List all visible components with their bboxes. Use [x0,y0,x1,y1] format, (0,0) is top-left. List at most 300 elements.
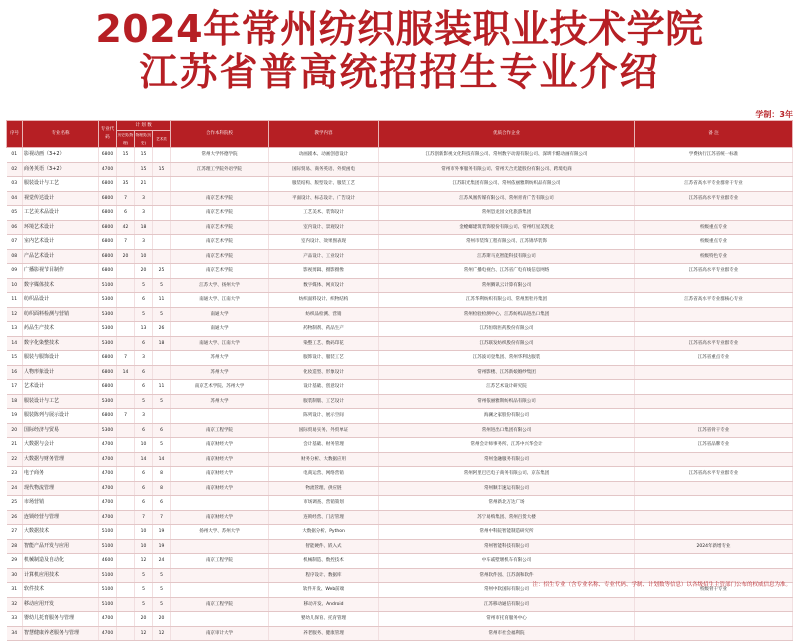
core-courses-cell: 物流管理、供应链 [269,481,379,496]
plan-a-cell: 7 [117,409,135,424]
code-cell: 6800 [99,235,117,250]
table-row [7,539,793,554]
major-name-cell: 电子商务 [23,467,99,482]
partner-cell: 南京艺术学院 [171,206,269,221]
seq-cell: 18 [7,394,23,409]
plan-a-cell [117,423,135,438]
core-courses-cell: 产品设计、工业设计 [269,249,379,264]
employers-cell: 常州会计师事务所、江苏中兴华会计 [379,438,635,453]
notes-cell [635,626,793,641]
plan-b-cell: 13 [135,322,153,337]
core-courses-cell: 会计基础、财务管理 [269,438,379,453]
seq-cell: 13 [7,322,23,337]
plan-c-cell: 7 [153,510,171,525]
plan-b-cell: 15 [135,162,153,177]
plan-c-cell: 5 [153,568,171,583]
plan-c-cell [153,351,171,366]
seq-cell: 06 [7,220,23,235]
code-cell: 6800 [99,220,117,235]
employers-cell: 常州中科院智能制造研究所 [379,525,635,540]
table-row [7,351,793,366]
major-name-cell: 纺织品设计 [23,293,99,308]
code-cell: 4700 [99,626,117,641]
code-cell: 5100 [99,278,117,293]
notes-cell: 江苏省骨干专业 [635,423,793,438]
plan-a-cell [117,525,135,540]
table-row [7,278,793,293]
core-courses-cell: 连锁经营、门店管理 [269,510,379,525]
plan-a-cell [117,438,135,453]
major-name-cell: 国际经济与贸易 [23,423,99,438]
header-core-courses: 教学内容 [269,121,379,148]
plan-c-cell: 8 [153,467,171,482]
code-cell: 4700 [99,496,117,511]
partner-cell: 南京财经大学 [171,481,269,496]
table-row [7,380,793,395]
partner-cell: 南通大学 [171,322,269,337]
major-name-cell: 广播影视节目制作 [23,264,99,279]
header-plan: 计 划 数 [117,121,171,131]
major-name-cell: 婴幼儿托育服务与管理 [23,612,99,627]
plan-a-cell [117,307,135,322]
plan-a-cell [117,539,135,554]
plan-b-cell: 10 [135,539,153,554]
code-cell: 6800 [99,365,117,380]
notes-cell [635,380,793,395]
table-row [7,554,793,569]
core-courses-cell: 纺织面料设计、织物结构 [269,293,379,308]
partner-cell [171,177,269,192]
table-row [7,496,793,511]
plan-b-cell: 6 [135,423,153,438]
employers-cell: 常州市托育服务中心 [379,612,635,627]
plan-b-cell: 3 [135,409,153,424]
code-cell: 5300 [99,394,117,409]
plan-c-cell: 19 [153,525,171,540]
core-courses-cell: 服装制版、工艺设计 [269,394,379,409]
plan-b-cell: 12 [135,554,153,569]
plan-a-cell [117,496,135,511]
plan-b-cell: 3 [135,191,153,206]
table-row [7,438,793,453]
partner-cell: 常州大学怀德学院 [171,148,269,163]
major-name-cell: 商务英语（3+2） [23,162,99,177]
employers-cell: 中车戚墅堰机车有限公司 [379,554,635,569]
core-courses-cell: 国际贸易、商务英语、外贸函电 [269,162,379,177]
core-courses-cell: 纺织品检测、营销 [269,307,379,322]
plan-b-cell: 3 [135,206,153,221]
plan-a-cell: 35 [117,177,135,192]
plan-c-cell [153,409,171,424]
core-courses-cell: 养老服务、健康管理 [269,626,379,641]
core-courses-cell: 电商运营、网络营销 [269,467,379,482]
notes-cell [635,612,793,627]
plan-a-cell: 6 [117,206,135,221]
major-name-cell: 数字化染整技术 [23,336,99,351]
plan-c-cell: 5 [153,583,171,598]
table-row [7,148,793,163]
seq-cell: 33 [7,612,23,627]
notes-cell [635,278,793,293]
plan-a-cell: 7 [117,191,135,206]
employers-cell: 江苏波司登集团、常州华利达服装 [379,351,635,366]
code-cell: 6800 [99,191,117,206]
core-courses-cell: 市场调查、营销策划 [269,496,379,511]
code-cell: 5100 [99,597,117,612]
partner-cell: 苏州大学 [171,394,269,409]
employers-cell: 常州进出口集团有限公司 [379,423,635,438]
plan-c-cell: 8 [153,481,171,496]
major-name-cell: 服装设计与工艺 [23,394,99,409]
core-courses-cell: 工艺美术、装饰设计 [269,206,379,221]
plan-b-cell: 12 [135,626,153,641]
seq-cell: 14 [7,336,23,351]
plan-b-cell: 5 [135,583,153,598]
plan-a-cell [117,626,135,641]
plan-c-cell: 6 [153,496,171,511]
seq-cell: 20 [7,423,23,438]
code-cell: 6800 [99,249,117,264]
table-row [7,191,793,206]
plan-a-cell: 15 [117,148,135,163]
table-row [7,525,793,540]
plan-c-cell: 5 [153,394,171,409]
plan-b-cell: 5 [135,278,153,293]
plan-a-cell [117,467,135,482]
code-cell: 6800 [99,177,117,192]
code-cell: 6800 [99,206,117,221]
core-courses-cell: 平面设计、标志设计、广告设计 [269,191,379,206]
plan-b-cell: 21 [135,177,153,192]
core-courses-cell: 机械制造、数控技术 [269,554,379,569]
core-courses-cell: 室内设计、景观设计 [269,220,379,235]
seq-cell: 04 [7,191,23,206]
code-cell: 4700 [99,510,117,525]
plan-a-cell [117,554,135,569]
major-name-cell: 现代物流管理 [23,481,99,496]
notes-cell [635,365,793,380]
partner-cell: 南京工程学院 [171,423,269,438]
plan-a-cell [117,612,135,627]
employers-cell: 常州依丽雅斯纺织品有限公司 [379,394,635,409]
header-notes: 备 注 [635,121,793,148]
plan-c-cell [153,235,171,250]
seq-cell: 30 [7,568,23,583]
partner-cell [171,539,269,554]
plan-c-cell [153,191,171,206]
notes-cell: 江苏省高水平专业群骨干专业 [635,177,793,192]
code-cell: 4700 [99,612,117,627]
notes-cell [635,307,793,322]
partner-cell: 江苏大学、扬州大学 [171,278,269,293]
employers-cell: 江苏移动通信有限公司 [379,597,635,612]
plan-c-cell: 15 [153,162,171,177]
plan-b-cell: 6 [135,336,153,351]
major-name-cell: 移动应用开发 [23,597,99,612]
plan-a-cell: 7 [117,235,135,250]
notes-cell [635,162,793,177]
seq-cell: 19 [7,409,23,424]
table-row [7,235,793,250]
code-cell: 4700 [99,452,117,467]
notes-cell: 江苏省重点专业 [635,351,793,366]
core-courses-cell: 药物制剂、药品生产 [269,322,379,337]
notes-cell [635,481,793,496]
partner-cell: 南京艺术学院 [171,264,269,279]
notes-cell: 江苏省高水平专业群专业 [635,264,793,279]
major-name-cell: 药品生产技术 [23,322,99,337]
plan-c-cell [153,220,171,235]
core-courses-cell: 移动开发、Android [269,597,379,612]
code-cell: 6800 [99,264,117,279]
plan-c-cell: 5 [153,597,171,612]
employers-cell: 常州检验检测中心、江苏纺织品进出口集团 [379,307,635,322]
plan-a-cell: 14 [117,365,135,380]
plan-c-cell: 20 [153,612,171,627]
plan-a-cell: 20 [117,249,135,264]
notes-cell: 江苏省高水平专业群专业 [635,191,793,206]
core-courses-cell: 财务分析、大数据应用 [269,452,379,467]
header-seq: 序号 [7,121,23,148]
plan-a-cell [117,322,135,337]
employers-cell: 常州影楼、江苏新娘婚纱集团 [379,365,635,380]
page-title-line2: 江苏省普高统招招生专业介绍 [139,50,660,94]
plan-b-cell: 3 [135,235,153,250]
major-name-cell: 视觉传达设计 [23,191,99,206]
employers-cell: 常州恐龙园文化旅游集团 [379,206,635,221]
plan-c-cell: 11 [153,293,171,308]
notes-cell: 江苏省高水平专业群专业 [635,336,793,351]
plan-c-cell: 26 [153,322,171,337]
major-name-cell: 市场营销 [23,496,99,511]
notes-cell [635,452,793,467]
majors-table [6,120,793,641]
plan-b-cell: 14 [135,452,153,467]
employers-cell: 常州顺丰速运有限公司 [379,481,635,496]
plan-b-cell: 6 [135,380,153,395]
code-cell: 5100 [99,583,117,598]
partner-cell: 南通大学、江南大学 [171,293,269,308]
code-cell: 5300 [99,293,117,308]
plan-b-cell: 10 [135,249,153,264]
core-courses-cell: 陈列设计、展示空间 [269,409,379,424]
table-row [7,322,793,337]
employers-cell: 苏宁易购集团、常州百货大楼 [379,510,635,525]
plan-c-cell: 11 [153,380,171,395]
core-courses-cell: 室内设计、效果图表现 [269,235,379,250]
major-name-cell: 工艺美术品设计 [23,206,99,221]
code-cell: 5100 [99,539,117,554]
major-name-cell: 大数据技术 [23,525,99,540]
code-cell: 4600 [99,554,117,569]
table-row [7,510,793,525]
notes-cell [635,525,793,540]
header-partner: 合作本科院校 [171,121,269,148]
partner-cell [171,496,269,511]
partner-cell: 南京财经大学 [171,438,269,453]
header-code: 专业代码 [99,121,117,148]
header-plan-sub1: 历史类(物理) [117,131,135,148]
plan-b-cell: 5 [135,307,153,322]
plan-b-cell: 15 [135,148,153,163]
code-cell: 5100 [99,525,117,540]
major-name-cell: 机械制造及自动化 [23,554,99,569]
plan-a-cell [117,452,135,467]
plan-b-cell: 7 [135,510,153,525]
table-row [7,220,793,235]
plan-c-cell: 12 [153,626,171,641]
major-name-cell: 服装设计与工艺 [23,177,99,192]
plan-c-cell: 24 [153,554,171,569]
page-title-line1: 2024年常州纺织服装职业技术学院 [95,7,704,51]
table-row [7,365,793,380]
plan-c-cell: 18 [153,336,171,351]
code-cell: 4700 [99,438,117,453]
header-plan-sub2: 物理类(历史) [135,131,153,148]
employers-cell: 江苏华利纺织有限公司、常州黑牡丹集团 [379,293,635,308]
seq-cell: 29 [7,554,23,569]
plan-b-cell: 6 [135,293,153,308]
seq-cell: 12 [7,307,23,322]
code-cell: 5300 [99,307,117,322]
notes-cell: 校级骨干专业 [635,583,793,598]
core-courses-cell: 婴幼儿保育、托育管理 [269,612,379,627]
partner-cell: 南通大学、江南大学 [171,336,269,351]
notes-cell: 校级重点专业 [635,235,793,250]
core-courses-cell: 影视剪辑、摄影摄像 [269,264,379,279]
notes-cell [635,409,793,424]
major-name-cell: 环境艺术设计 [23,220,99,235]
seq-cell: 03 [7,177,23,192]
footnote: 注：招生专业（含专业名称、专业代码、学制、计划数等信息）以各级招生主管部门公布的权威信息为准。 [532,582,791,588]
seq-cell: 27 [7,525,23,540]
major-name-cell: 大数据与财务管理 [23,452,99,467]
employers-cell: 常州软件园、江苏润和软件 [379,568,635,583]
table-row [7,597,793,612]
core-courses-cell: 国际贸易实务、外贸单证 [269,423,379,438]
table-row [7,394,793,409]
employers-cell: 江苏阳光集团有限公司、常州依丽雅斯纺织品有限公司 [379,177,635,192]
seq-cell: 31 [7,583,23,598]
employers-cell: 常州腾讯云计算有限公司 [379,278,635,293]
plan-b-cell: 20 [135,264,153,279]
plan-b-cell: 3 [135,351,153,366]
seq-cell: 25 [7,496,23,511]
table-row [7,423,793,438]
core-courses-cell: 数字媒体、网页设计 [269,278,379,293]
plan-a-cell [117,278,135,293]
notes-cell [635,554,793,569]
plan-c-cell: 5 [153,438,171,453]
notes-cell [635,496,793,511]
plan-a-cell: 7 [117,351,135,366]
core-courses-cell: 程序设计、数据库 [269,568,379,583]
table-row [7,452,793,467]
plan-b-cell: 5 [135,394,153,409]
employers-cell: 常州广播电视台、江苏省广电有线信息网络 [379,264,635,279]
core-courses-cell: 化妆造型、形象设计 [269,365,379,380]
major-name-cell: 数字媒体技术 [23,278,99,293]
partner-cell: 南京艺术学院 [171,249,269,264]
table-row [7,177,793,192]
employers-cell: 常州金融服务有限公司 [379,452,635,467]
employers-cell: 江苏联发纺织股份有限公司 [379,336,635,351]
code-cell: 5100 [99,568,117,583]
plan-a-cell [117,597,135,612]
employers-cell: 江苏斯马克智能科技有限公司 [379,249,635,264]
partner-cell: 江苏理工学院外语学院 [171,162,269,177]
core-courses-cell: 智能硬件、嵌入式 [269,539,379,554]
partner-cell: 南京艺术学院、苏州大学 [171,380,269,395]
seq-cell: 05 [7,206,23,221]
code-cell: 4700 [99,162,117,177]
major-name-cell: 影视动画（3+2） [23,148,99,163]
major-name-cell: 连锁经营与管理 [23,510,99,525]
employers-cell: 常州市外事服务有限公司、常州天合光能股份有限公司、跨境电商 [379,162,635,177]
table-row [7,467,793,482]
header-major-name: 专业名称 [23,121,99,148]
notes-cell [635,394,793,409]
plan-a-cell [117,481,135,496]
core-courses-cell: 服装结构、版型设计、服装工艺 [269,177,379,192]
plan-b-cell: 18 [135,220,153,235]
partner-cell: 南京审计大学 [171,626,269,641]
partner-cell: 南京艺术学院 [171,220,269,235]
major-name-cell: 智慧健康养老服务与管理 [23,626,99,641]
majors-table-body [7,148,793,641]
core-courses-cell: 染整工艺、数码印花 [269,336,379,351]
employers-cell: 海澜之家股份有限公司 [379,409,635,424]
partner-cell: 苏州大学 [171,365,269,380]
plan-b-cell: 5 [135,597,153,612]
plan-b-cell: 6 [135,481,153,496]
notes-cell: 江苏省品牌专业 [635,438,793,453]
plan-a-cell [117,583,135,598]
partner-cell: 南京财经大学 [171,467,269,482]
major-name-cell: 艺术设计 [23,380,99,395]
core-courses-cell: 大数据分析、Python [269,525,379,540]
partner-cell: 南京财经大学 [171,452,269,467]
core-courses-cell: 动画剧本、动画创意设计 [269,148,379,163]
plan-b-cell: 6 [135,496,153,511]
table-row [7,307,793,322]
plan-c-cell [153,177,171,192]
plan-c-cell: 6 [153,423,171,438]
employers-cell: 江苏凤凰传媒有限公司、常州青青广告有限公司 [379,191,635,206]
employers-cell: 常州中软国际有限公司 [379,583,635,598]
major-name-cell: 大数据与会计 [23,438,99,453]
plan-a-cell [117,568,135,583]
partner-cell: 南京财经大学 [171,510,269,525]
header-employers: 优质合作企业 [379,121,635,148]
notes-cell: 学费执行江苏省统一标准 [635,148,793,163]
code-cell: 4700 [99,481,117,496]
notes-cell [635,510,793,525]
employers-cell: 常州智能科技有限公司 [379,539,635,554]
seq-cell: 17 [7,380,23,395]
major-name-cell: 产品艺术设计 [23,249,99,264]
plan-c-cell [153,249,171,264]
seq-cell: 11 [7,293,23,308]
seq-cell: 15 [7,351,23,366]
plan-c-cell [153,365,171,380]
plan-b-cell: 20 [135,612,153,627]
plan-b-cell: 5 [135,568,153,583]
plan-c-cell: 19 [153,539,171,554]
table-row [7,481,793,496]
seq-cell: 28 [7,539,23,554]
plan-a-cell [117,264,135,279]
